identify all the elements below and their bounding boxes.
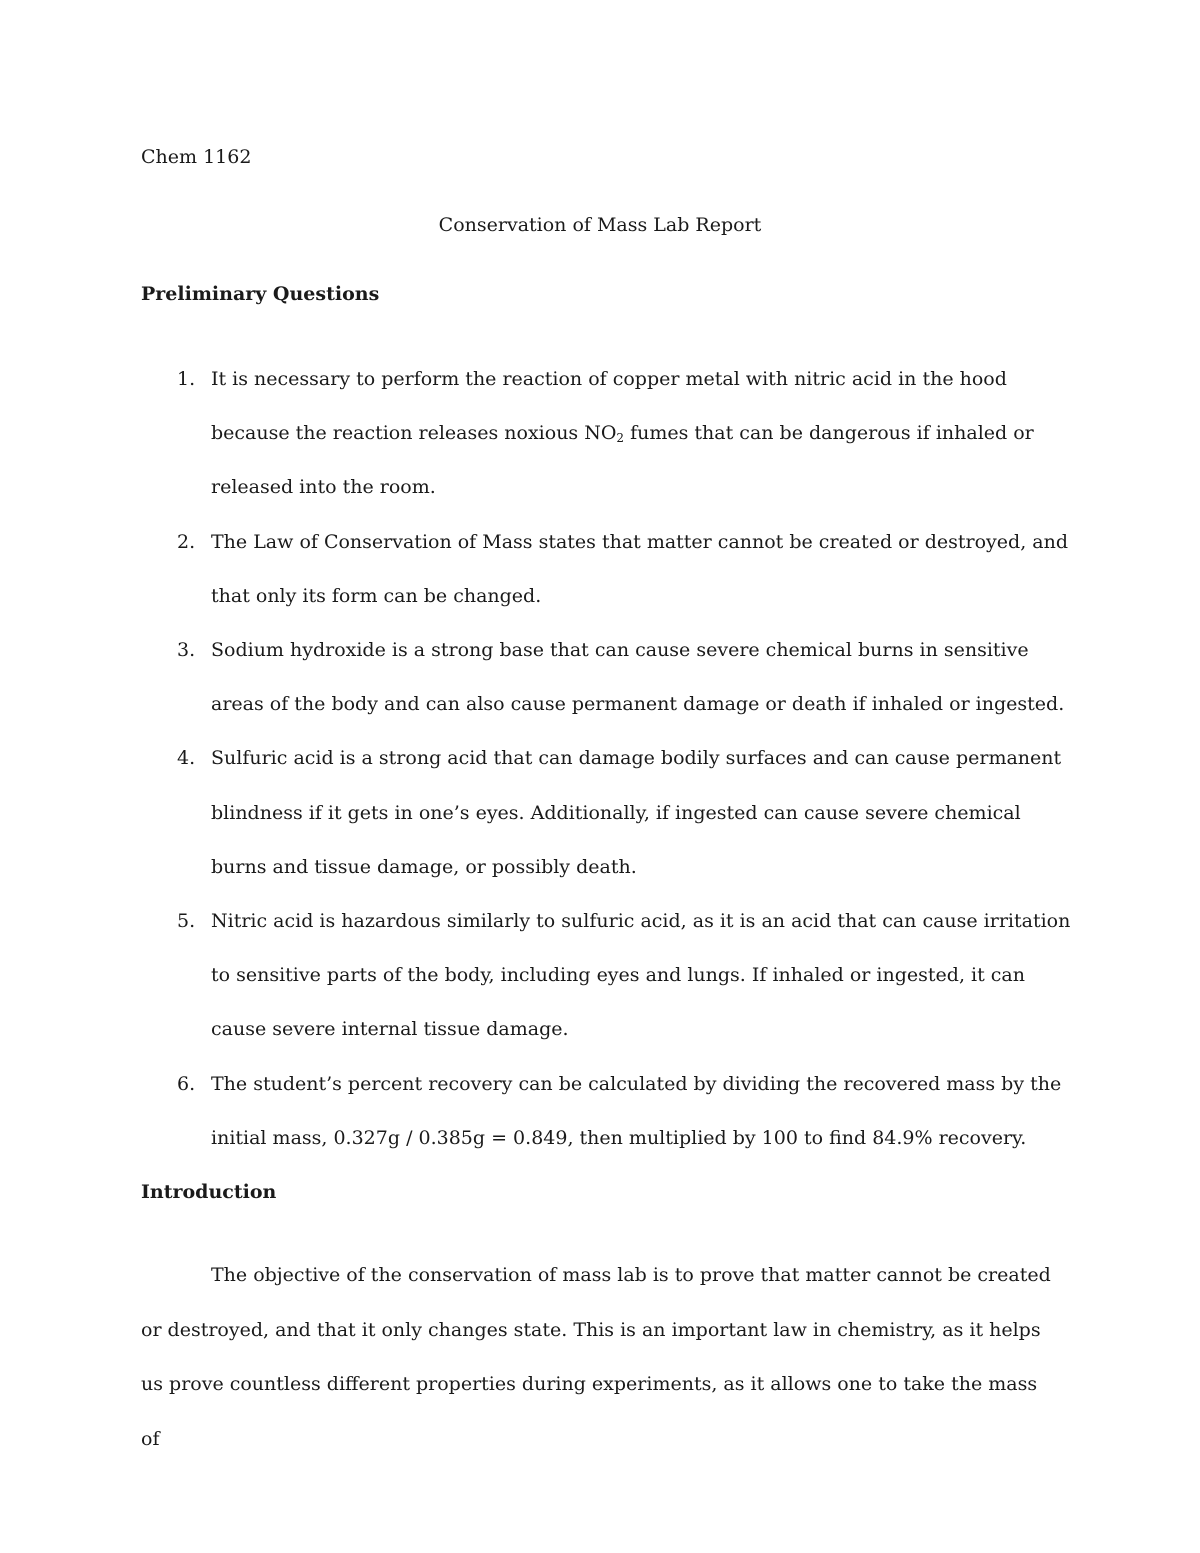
question-number: 5. [177,910,196,933]
question-number: 2. [177,530,196,553]
question-item [141,515,1071,623]
question-item [141,1057,1071,1165]
question-text [211,368,1034,498]
question-number: 3. [177,639,196,662]
introduction-heading: Introduction [141,1181,277,1203]
question-item [141,731,1071,894]
preliminary-questions-list [141,352,1071,1165]
question-text: Sulfuric acid is a strong acid that can damage bodily surfaces and can cause permanent blindness if it gets in one’s eyes. Additionally, if ingested can cause severe chemical burns and tissue damage, or possibly death. [211,747,1062,878]
question-text: Sodium hydroxide is a strong base that can cause severe chemical burns in sensitive areas of the body and can also cause permanent damage or death if inhaled or ingested. [211,639,1065,716]
question-number: 4. [177,747,196,770]
preliminary-questions-heading: Preliminary Questions [141,283,380,305]
question-text-part: It is necessary to perform the reaction of copper metal with nitric acid in the hood because the reaction releases noxious NO [211,368,1007,445]
question-text-part: fumes that can be dangerous if inhaled or released into the room. [211,422,1034,499]
question-number: 1. [177,368,196,390]
introduction-paragraph: The objective of the conservation of mass lab is to prove that matter cannot be created or destroyed, and that it only changes state. This is an important law in chemistry, as it helps us prove countless different properties during experiments, as it allows one to take the mass of [141,1264,1051,1450]
report-title: Conservation of Mass Lab Report [438,214,762,236]
question-item [141,623,1071,731]
question-text: The Law of Conservation of Mass states that matter cannot be created or destroyed, and that only its form can be changed. [211,530,1069,607]
course-name: Chem 1162 [141,146,252,168]
question-item [141,894,1071,1057]
subscript: 2 [616,431,625,446]
question-text: The student’s percent recovery can be calculated by dividing the recovered mass by the initial mass, 0.327g / 0.385g = 0.849, then multiplied by 100 to find 84.9% recovery. [211,1072,1062,1149]
question-number: 6. [177,1072,196,1095]
question-item [141,352,1071,515]
question-text: Nitric acid is hazardous similarly to sulfuric acid, as it is an acid that can cause irritation to sensitive parts of the body, including eyes and lungs. If inhaled or ingested, it can cause severe internal tissue damage. [211,910,1071,1041]
